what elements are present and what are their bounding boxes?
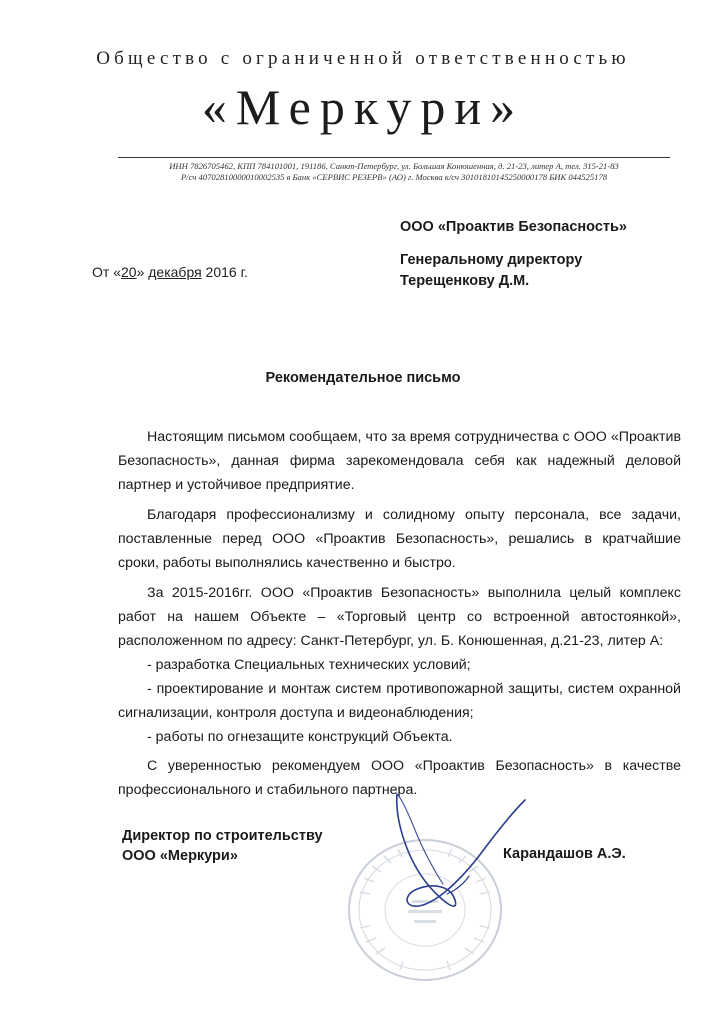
letter-title: Рекомендательное письмо: [265, 370, 461, 386]
signer-position-line-2: ООО «Меркури»: [122, 848, 238, 864]
date-sep: »: [136, 264, 149, 280]
date-year: 2016 г.: [201, 264, 248, 280]
company-name: «Меркури»: [201, 79, 525, 135]
requisites-line-2: Р/сч 40702810000010002535 в Банк «СЕРВИС РЕЗЕРВ» (АО) г. Москва к/сч 30101810145250000178 БИК 044525178: [180, 172, 608, 182]
recipient-block: [400, 217, 627, 292]
paragraph-3: За 2015-2016гг. ООО «Проактив Безопасность» выполнила целый комплекс работ на нашем Объекте – «Торговый центр со встроенной автостоянкой», расположенном по адресу: Санкт-Петербург, ул. Б. Конюшенная, д.21-23, литер А:: [118, 585, 681, 649]
letter-body: [118, 425, 681, 802]
list-item-3: - работы по огнезащите конструкций Объекта.: [147, 729, 453, 745]
signer-name: Карандашов А.Э.: [503, 846, 626, 862]
recipient-name: Терещенкову Д.М.: [400, 273, 530, 289]
header-divider: [118, 157, 670, 158]
recipient-org: ООО «Проактив Безопасность»: [400, 219, 627, 235]
paragraph-4: С уверенностью рекомендуем ООО «Проактив Безопасность» в качестве профессионального и стабильного партнера.: [118, 758, 681, 798]
date-month: декабря: [148, 264, 202, 280]
paragraph-2: Благодаря профессионализму и солидному опыту персонала, все задачи, поставленные перед ООО «Проактив Безопасность», решались в кратчайшие сроки, работы выполнялись качественно и быстро.: [118, 507, 681, 571]
list-item-1: - разработка Специальных технических условий;: [147, 657, 471, 673]
signer-position-line-1: Директор по строительству: [122, 828, 323, 844]
list-item-2: - проектирование и монтаж систем противопожарной защиты, систем охранной сигнализации, контроля доступа и видеонаблюдения;: [118, 681, 681, 721]
paragraph-1: Настоящим письмом сообщаем, что за время сотрудничества с ООО «Проактив Безопасность», данная фирма зарекомендовала себя как надежный деловой партнер и устойчивое предприятие.: [118, 429, 681, 493]
date-prefix: От «: [92, 264, 121, 280]
date-day: 20: [120, 264, 137, 280]
requisites-line-1: ИНН 7826705462, КПП 784101001, 191186, Санкт-Петербург, ул. Большая Конюшенная, д. 21-23, литер А, тел. 315-21-83: [169, 161, 619, 171]
signer-position: [122, 826, 323, 866]
letter-date: [92, 264, 248, 280]
recipient-position: Генеральному директору: [400, 252, 583, 268]
company-type: Общество с ограниченной ответственностью: [96, 48, 630, 69]
